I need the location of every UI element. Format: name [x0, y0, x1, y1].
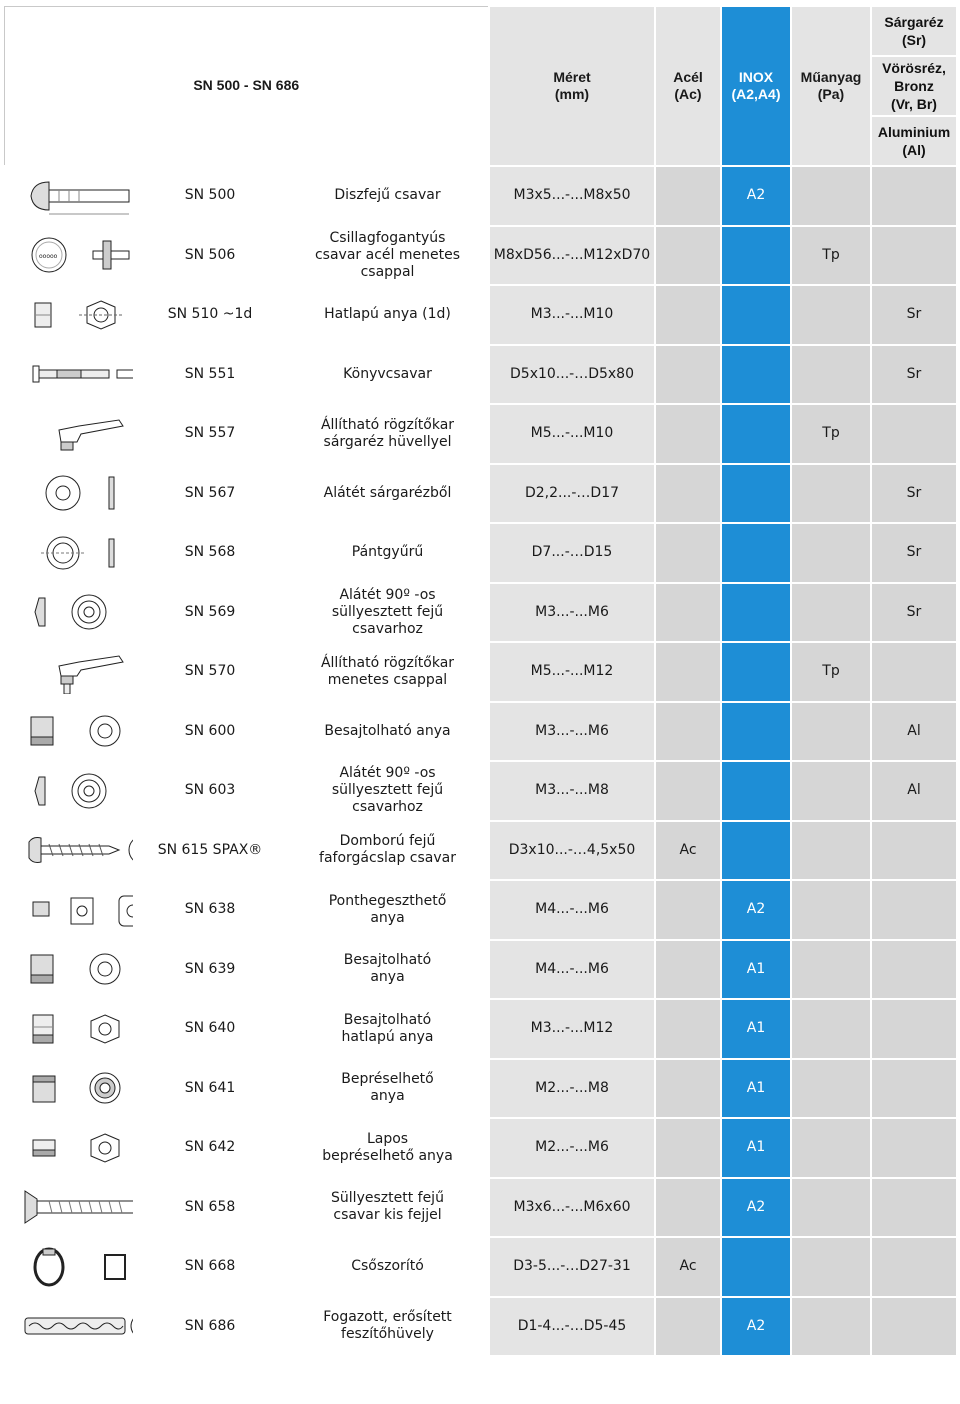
material-code: A1	[721, 940, 791, 1000]
part-name-line: Ponthegeszthető	[328, 892, 447, 909]
part-name-line: Besajtolható anya	[324, 722, 451, 739]
part-name-line: sárgaréz hüvellyel	[323, 433, 452, 450]
header-aluminium: Aluminium (Al)	[877, 124, 951, 158]
material-code: Tp	[791, 226, 871, 286]
material-cell-empty	[791, 464, 871, 524]
part-code: SN 570	[134, 642, 286, 702]
press-nut-icon	[19, 947, 134, 991]
part-code: SN 551	[134, 345, 286, 405]
material-cell-empty	[871, 880, 957, 940]
part-drawing	[4, 1059, 134, 1119]
header-plastic: Műanyag (Pa)	[791, 6, 871, 166]
ring-icon	[19, 531, 134, 575]
material-cell-empty	[791, 880, 871, 940]
part-code: SN 510 ~1d	[134, 285, 286, 345]
part-size: D1-4...-…D5-45	[489, 1297, 655, 1357]
material-code: A1	[721, 1059, 791, 1119]
part-name-line: Állítható rögzítőkar	[320, 654, 455, 671]
part-code: SN 567	[134, 464, 286, 524]
part-name-line: Állítható rögzítőkar	[320, 416, 455, 433]
material-cell-empty	[721, 821, 791, 881]
part-drawing	[4, 940, 134, 1000]
material-cell-empty	[655, 464, 721, 524]
press-nut-icon	[19, 709, 134, 753]
material-code: A2	[721, 166, 791, 226]
material-cell-empty	[655, 226, 721, 286]
material-cell-empty	[791, 999, 871, 1059]
table-row	[4, 1178, 957, 1238]
material-cell-empty	[655, 761, 721, 821]
part-drawing	[4, 583, 134, 643]
material-cell-empty	[655, 523, 721, 583]
part-name	[286, 1178, 489, 1238]
part-name	[286, 404, 489, 464]
part-drawing	[4, 285, 134, 345]
material-cell-empty	[721, 583, 791, 643]
part-name	[286, 999, 489, 1059]
part-size: M3...-...M8	[489, 761, 655, 821]
product-table	[3, 5, 958, 1357]
table-row	[4, 285, 957, 345]
material-cell-empty	[655, 940, 721, 1000]
part-name	[286, 285, 489, 345]
material-cell-empty	[655, 1059, 721, 1119]
material-cell-empty	[655, 583, 721, 643]
material-cell-empty	[791, 702, 871, 762]
material-code: Tp	[791, 404, 871, 464]
part-name	[286, 583, 489, 643]
part-drawing	[4, 999, 134, 1059]
material-cell-empty	[791, 761, 871, 821]
part-drawing	[4, 702, 134, 762]
material-cell-empty	[721, 642, 791, 702]
countersunk-screw-icon	[19, 1185, 134, 1229]
material-cell-empty	[791, 821, 871, 881]
material-cell-empty	[655, 880, 721, 940]
part-name	[286, 702, 489, 762]
flat-press-nut-icon	[19, 1126, 134, 1170]
material-cell-empty	[655, 1118, 721, 1178]
part-drawing	[4, 166, 134, 226]
material-cell-empty	[791, 1297, 871, 1357]
countersunk-washer-icon	[19, 590, 134, 634]
table-row	[4, 583, 957, 643]
table-row	[4, 523, 957, 583]
part-code: SN 603	[134, 761, 286, 821]
table-row	[4, 702, 957, 762]
material-cell-empty	[655, 1178, 721, 1238]
table-row	[4, 642, 957, 702]
part-code: SN 639	[134, 940, 286, 1000]
part-drawing	[4, 464, 134, 524]
part-name-line: Csillagfogantyús	[329, 229, 446, 246]
material-code: Sr	[871, 345, 957, 405]
part-size: D5x10...-…D5x80	[489, 345, 655, 405]
part-name-line: csappal	[360, 263, 415, 280]
hose-clamp-icon	[19, 1245, 134, 1289]
hex-nut-icon	[19, 293, 134, 337]
part-name-line: hatlapú anya	[341, 1028, 434, 1045]
part-drawing	[4, 821, 134, 881]
part-name-line: Süllyesztett fejű	[331, 1190, 444, 1207]
part-code: SN 642	[134, 1118, 286, 1178]
part-name-line: Alátét sárgarézből	[323, 484, 452, 501]
material-code: Al	[871, 761, 957, 821]
part-size: M5...-...M12	[489, 642, 655, 702]
part-code: SN 668	[134, 1237, 286, 1297]
material-cell-empty	[871, 1178, 957, 1238]
material-code: Sr	[871, 523, 957, 583]
part-name-line: csavarhoz	[352, 620, 423, 637]
part-code: SN 686	[134, 1297, 286, 1357]
part-name	[286, 523, 489, 583]
table-row	[4, 166, 957, 226]
material-cell-empty	[791, 1059, 871, 1119]
part-code: SN 557	[134, 404, 286, 464]
part-size: M4...-...M6	[489, 940, 655, 1000]
material-cell-empty	[721, 464, 791, 524]
part-size: D2,2...-…D17	[489, 464, 655, 524]
page-title: SN 500 - SN 686	[4, 6, 489, 166]
material-cell-empty	[871, 821, 957, 881]
material-code: A2	[721, 1178, 791, 1238]
header-metals	[871, 6, 957, 166]
part-name-line: bepréselhető anya	[322, 1147, 453, 1164]
material-code: A2	[721, 880, 791, 940]
part-code: SN 658	[134, 1178, 286, 1238]
material-cell-empty	[871, 642, 957, 702]
table-row	[4, 999, 957, 1059]
header-brass: Sárgaréz (Sr)	[872, 7, 956, 57]
material-cell-empty	[791, 1237, 871, 1297]
material-cell-empty	[871, 940, 957, 1000]
material-cell-empty	[655, 1297, 721, 1357]
part-name-line: Bepréselhető	[341, 1071, 434, 1088]
clamping-lever-icon	[19, 412, 134, 456]
material-cell-empty	[791, 166, 871, 226]
material-cell-empty	[721, 226, 791, 286]
material-code: A1	[721, 999, 791, 1059]
part-name-line: Fogazott, erősített	[323, 1309, 452, 1326]
material-code: Tp	[791, 642, 871, 702]
table-row	[4, 940, 957, 1000]
part-name	[286, 166, 489, 226]
washer-icon	[19, 471, 134, 515]
part-name-line: Alátét 90º -os	[339, 765, 436, 782]
part-code: SN 569	[134, 583, 286, 643]
part-name	[286, 821, 489, 881]
part-name-line: menetes csappal	[327, 671, 448, 688]
part-name-line: csavarhoz	[352, 799, 423, 816]
part-code: SN 640	[134, 999, 286, 1059]
part-drawing	[4, 880, 134, 940]
part-name-line: Alátét 90º -os	[339, 586, 436, 603]
part-drawing	[4, 1178, 134, 1238]
material-code: Sr	[871, 583, 957, 643]
spring-pin-icon	[19, 1304, 134, 1348]
part-name-line: feszítőhüvely	[341, 1326, 434, 1343]
part-name	[286, 1059, 489, 1119]
material-cell-empty	[655, 166, 721, 226]
material-cell-empty	[791, 523, 871, 583]
material-cell-empty	[655, 404, 721, 464]
table-row	[4, 404, 957, 464]
header-steel: Acél (Ac)	[655, 6, 721, 166]
part-name-line: Könyvcsavar	[343, 365, 432, 382]
part-drawing	[4, 523, 134, 583]
part-drawing	[4, 226, 134, 286]
part-size: M4...-...M6	[489, 880, 655, 940]
material-cell-empty	[791, 1118, 871, 1178]
material-cell-empty	[655, 642, 721, 702]
part-name	[286, 940, 489, 1000]
part-name	[286, 345, 489, 405]
table-row	[4, 1118, 957, 1178]
part-drawing	[4, 761, 134, 821]
part-code: SN 638	[134, 880, 286, 940]
part-name	[286, 226, 489, 286]
part-size: M3...-...M6	[489, 583, 655, 643]
table-row	[4, 226, 957, 286]
part-name	[286, 1297, 489, 1357]
press-in-nut-icon	[19, 1066, 134, 1110]
part-name	[286, 464, 489, 524]
material-cell-empty	[791, 285, 871, 345]
chipboard-screw-icon	[19, 828, 134, 872]
part-size: M2...-...M6	[489, 1118, 655, 1178]
countersunk-washer-icon	[19, 769, 134, 813]
part-name-line: csavar kis fejjel	[333, 1207, 442, 1224]
material-cell-empty	[721, 702, 791, 762]
part-size: M3...-...M12	[489, 999, 655, 1059]
part-drawing	[4, 1297, 134, 1357]
part-name-line: anya	[370, 909, 405, 926]
material-cell-empty	[871, 1118, 957, 1178]
part-name	[286, 761, 489, 821]
material-cell-empty	[655, 999, 721, 1059]
material-cell-empty	[871, 404, 957, 464]
part-name-line: süllyesztett fejű	[331, 603, 444, 620]
part-size: M3x6...-...M6x60	[489, 1178, 655, 1238]
part-name-line: Pántgyűrű	[351, 544, 424, 561]
material-cell-empty	[721, 761, 791, 821]
material-cell-empty	[791, 1178, 871, 1238]
part-size: M3...-...M10	[489, 285, 655, 345]
weld-nut-icon	[19, 888, 134, 932]
part-size: M5...-...M10	[489, 404, 655, 464]
table-row	[4, 1237, 957, 1297]
material-code: Ac	[655, 821, 721, 881]
part-code: SN 568	[134, 523, 286, 583]
table-row	[4, 345, 957, 405]
part-name-line: Besajtolható	[343, 1011, 432, 1028]
part-name-line: Diszfejű csavar	[334, 187, 441, 204]
part-code: SN 500	[134, 166, 286, 226]
part-size: D3x10...-…4,5x50	[489, 821, 655, 881]
part-name-line: Lapos	[366, 1130, 409, 1147]
part-drawing	[4, 345, 134, 405]
material-cell-empty	[871, 1059, 957, 1119]
part-name	[286, 642, 489, 702]
material-cell-empty	[791, 583, 871, 643]
table-row	[4, 464, 957, 524]
part-name-line: süllyesztett fejű	[331, 782, 444, 799]
table-row	[4, 821, 957, 881]
part-name-line: faforgácslap csavar	[319, 850, 456, 867]
pan-head-screw-icon	[19, 174, 134, 218]
material-cell-empty	[655, 702, 721, 762]
part-size: M3x5...-...M8x50	[489, 166, 655, 226]
table-row	[4, 880, 957, 940]
part-code: SN 600	[134, 702, 286, 762]
material-code: Sr	[871, 285, 957, 345]
material-cell-empty	[721, 523, 791, 583]
part-drawing	[4, 1237, 134, 1297]
binding-screw-icon	[19, 352, 134, 396]
table-row	[4, 761, 957, 821]
header-size: Méret (mm)	[489, 6, 655, 166]
part-size: D3-5...-…D27-31	[489, 1237, 655, 1297]
part-name-line: Besajtolható	[343, 952, 432, 969]
material-code: A2	[721, 1297, 791, 1357]
material-code: Ac	[655, 1237, 721, 1297]
part-name-line: Domború fejű	[339, 833, 436, 850]
material-cell-empty	[871, 1297, 957, 1357]
part-name	[286, 1118, 489, 1178]
material-cell-empty	[655, 285, 721, 345]
part-name-line: anya	[370, 969, 405, 986]
header-bronze: Vörösréz, Bronz (Vr, Br)	[872, 57, 956, 117]
star-knob-screw-icon	[19, 233, 134, 277]
material-cell-empty	[791, 345, 871, 405]
part-code: SN 641	[134, 1059, 286, 1119]
part-code: SN 615 SPAX®	[134, 821, 286, 881]
part-drawing	[4, 642, 134, 702]
part-size: M2...-...M8	[489, 1059, 655, 1119]
material-cell-empty	[721, 404, 791, 464]
material-cell-empty	[791, 940, 871, 1000]
part-drawing	[4, 1118, 134, 1178]
material-code: A1	[721, 1118, 791, 1178]
part-code: SN 506	[134, 226, 286, 286]
part-drawing	[4, 404, 134, 464]
part-name-line: Hatlapú anya (1d)	[324, 306, 451, 323]
part-size: D7...-…D15	[489, 523, 655, 583]
clamping-lever-stud-icon	[19, 650, 134, 694]
part-size: M3...-...M6	[489, 702, 655, 762]
material-code: Al	[871, 702, 957, 762]
hex-press-nut-icon	[19, 1007, 134, 1051]
part-name	[286, 1237, 489, 1297]
material-code: Sr	[871, 464, 957, 524]
part-name	[286, 880, 489, 940]
table-row	[4, 1297, 957, 1357]
material-cell-empty	[871, 166, 957, 226]
part-name-line: csavar acél menetes	[314, 246, 460, 263]
material-cell-empty	[721, 345, 791, 405]
material-cell-empty	[655, 345, 721, 405]
header-inox: INOX (A2,A4)	[721, 6, 791, 166]
part-size: M8xD56...-...M12xD70	[489, 226, 655, 286]
material-cell-empty	[871, 1237, 957, 1297]
material-cell-empty	[721, 1237, 791, 1297]
svg-text:ooooo: ooooo	[39, 253, 58, 261]
material-cell-empty	[871, 999, 957, 1059]
header-row	[4, 6, 957, 166]
material-cell-empty	[721, 285, 791, 345]
part-name-line: anya	[370, 1088, 405, 1105]
table-row	[4, 1059, 957, 1119]
part-name-line: Csőszorító	[351, 1258, 424, 1275]
material-cell-empty	[871, 226, 957, 286]
